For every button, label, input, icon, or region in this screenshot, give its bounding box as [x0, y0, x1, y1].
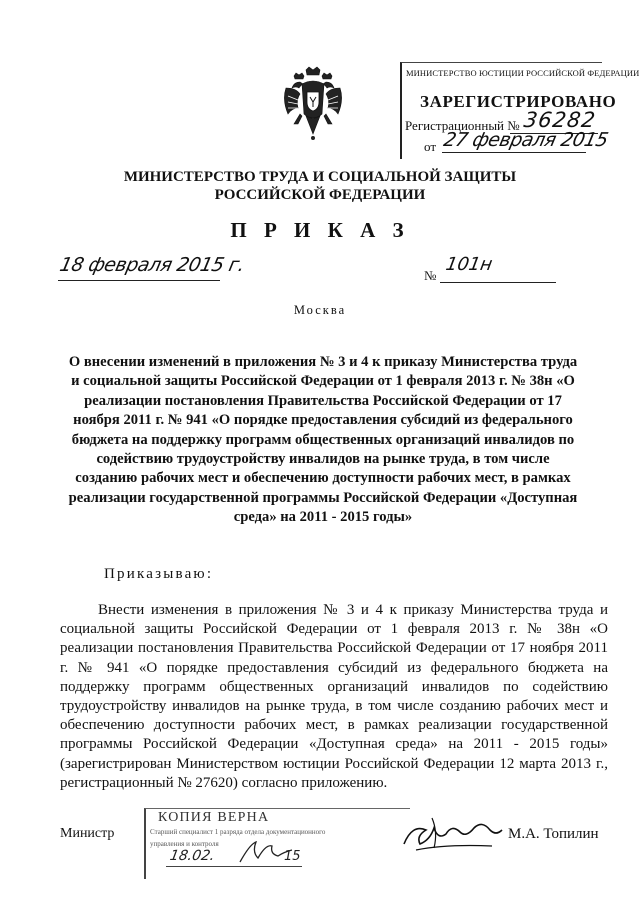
ministry-title	[0, 168, 640, 204]
stamp-registration-number: 36282	[522, 108, 598, 132]
order-title: П Р И К А З	[230, 218, 410, 242]
stamp-registration-label: Регистрационный №	[405, 118, 520, 133]
copy-stamp-date: 18.02.	[168, 848, 216, 864]
city: Москва	[293, 303, 347, 317]
order-body: Внести изменения в приложения № 3 и 4 к приказу Министерства труда и социальной защиты Российской Федерации от 1 февраля 2013 г. № 38н «О реализации постановления Правительства Российской Федерации от 17 ноября 2011 г. № 941 «О порядке предоставления субсидий из федерального бюджета на поддержку программ общественных организаций инвалидов по содействию трудоустройству инвалидов на рынке труда, в том числе созданию рабочих мест и обеспечению доступности рабочих мест, в рамках реализации государственной программы Российской Федерации «Доступная среда» на 2011 - 2015 годы» (зарегистрирован Министерством юстиции Российской Федерации 12 марта 2013 г., регистрационный № 27620) согласно приложению.	[60, 602, 608, 791]
order-verb: Приказываю:	[104, 566, 214, 582]
minister-signature	[398, 810, 508, 860]
copy-stamp-underline	[166, 866, 302, 867]
order-number-underline	[440, 282, 556, 283]
stamp-registration-date: 27 февраля 2015	[441, 129, 610, 151]
stamp-title: ЗАРЕГИСТРИРОВАНО	[420, 92, 617, 111]
order-date-underline	[58, 280, 220, 281]
order-number-label: №	[424, 268, 437, 283]
coat-of-arms-icon	[282, 66, 344, 144]
copy-stamp-signature	[236, 836, 296, 866]
signatory-name: М.А. Топилин	[508, 826, 599, 842]
ministry-title-line2: РОССИЙСКОЙ ФЕДЕРАЦИИ	[214, 187, 426, 203]
signatory-position: Министр	[60, 826, 115, 841]
order-subject: О внесении изменений в приложения № 3 и 4 к приказу Министерства труда и социальной защиты Российской Федерации от 1 февраля 2013 г. № 38н «О реализации постановления Правительства Российской Федерации от 17 ноября 2011 г. № 941 «О порядке предоставления субсидий из федерального бюджета на поддержку программ общественных организаций инвалидов по содействию трудоустройству инвалидов на рынке труда, в том числе созданию рабочих мест и обеспечению доступности рабочих мест, в рамках реализации государственной программы Российской Федерации «Доступная среда» на 2011 - 2015 годы»	[68, 354, 578, 526]
order-number: 101н	[444, 254, 494, 275]
ministry-title-line1: МИНИСТЕРСТВО ТРУДА И СОЦИАЛЬНОЙ ЗАЩИТЫ	[123, 169, 517, 185]
copy-stamp-title: КОПИЯ ВЕРНА	[158, 810, 270, 825]
copy-stamp-position: Старший специалист 1 разряда отдела документационного	[150, 828, 326, 836]
stamp-date-underline	[442, 152, 586, 153]
copy-stamp-department: управления и контроля	[150, 840, 219, 848]
order-date: 18 февраля 2015 г.	[57, 254, 247, 276]
stamp-ministry-name: МИНИСТЕРСТВО ЮСТИЦИИ РОССИЙСКОЙ ФЕДЕРАЦИИ	[406, 68, 640, 78]
stamp-date-label: от	[424, 139, 437, 154]
copy-stamp-year: 15	[284, 849, 301, 864]
